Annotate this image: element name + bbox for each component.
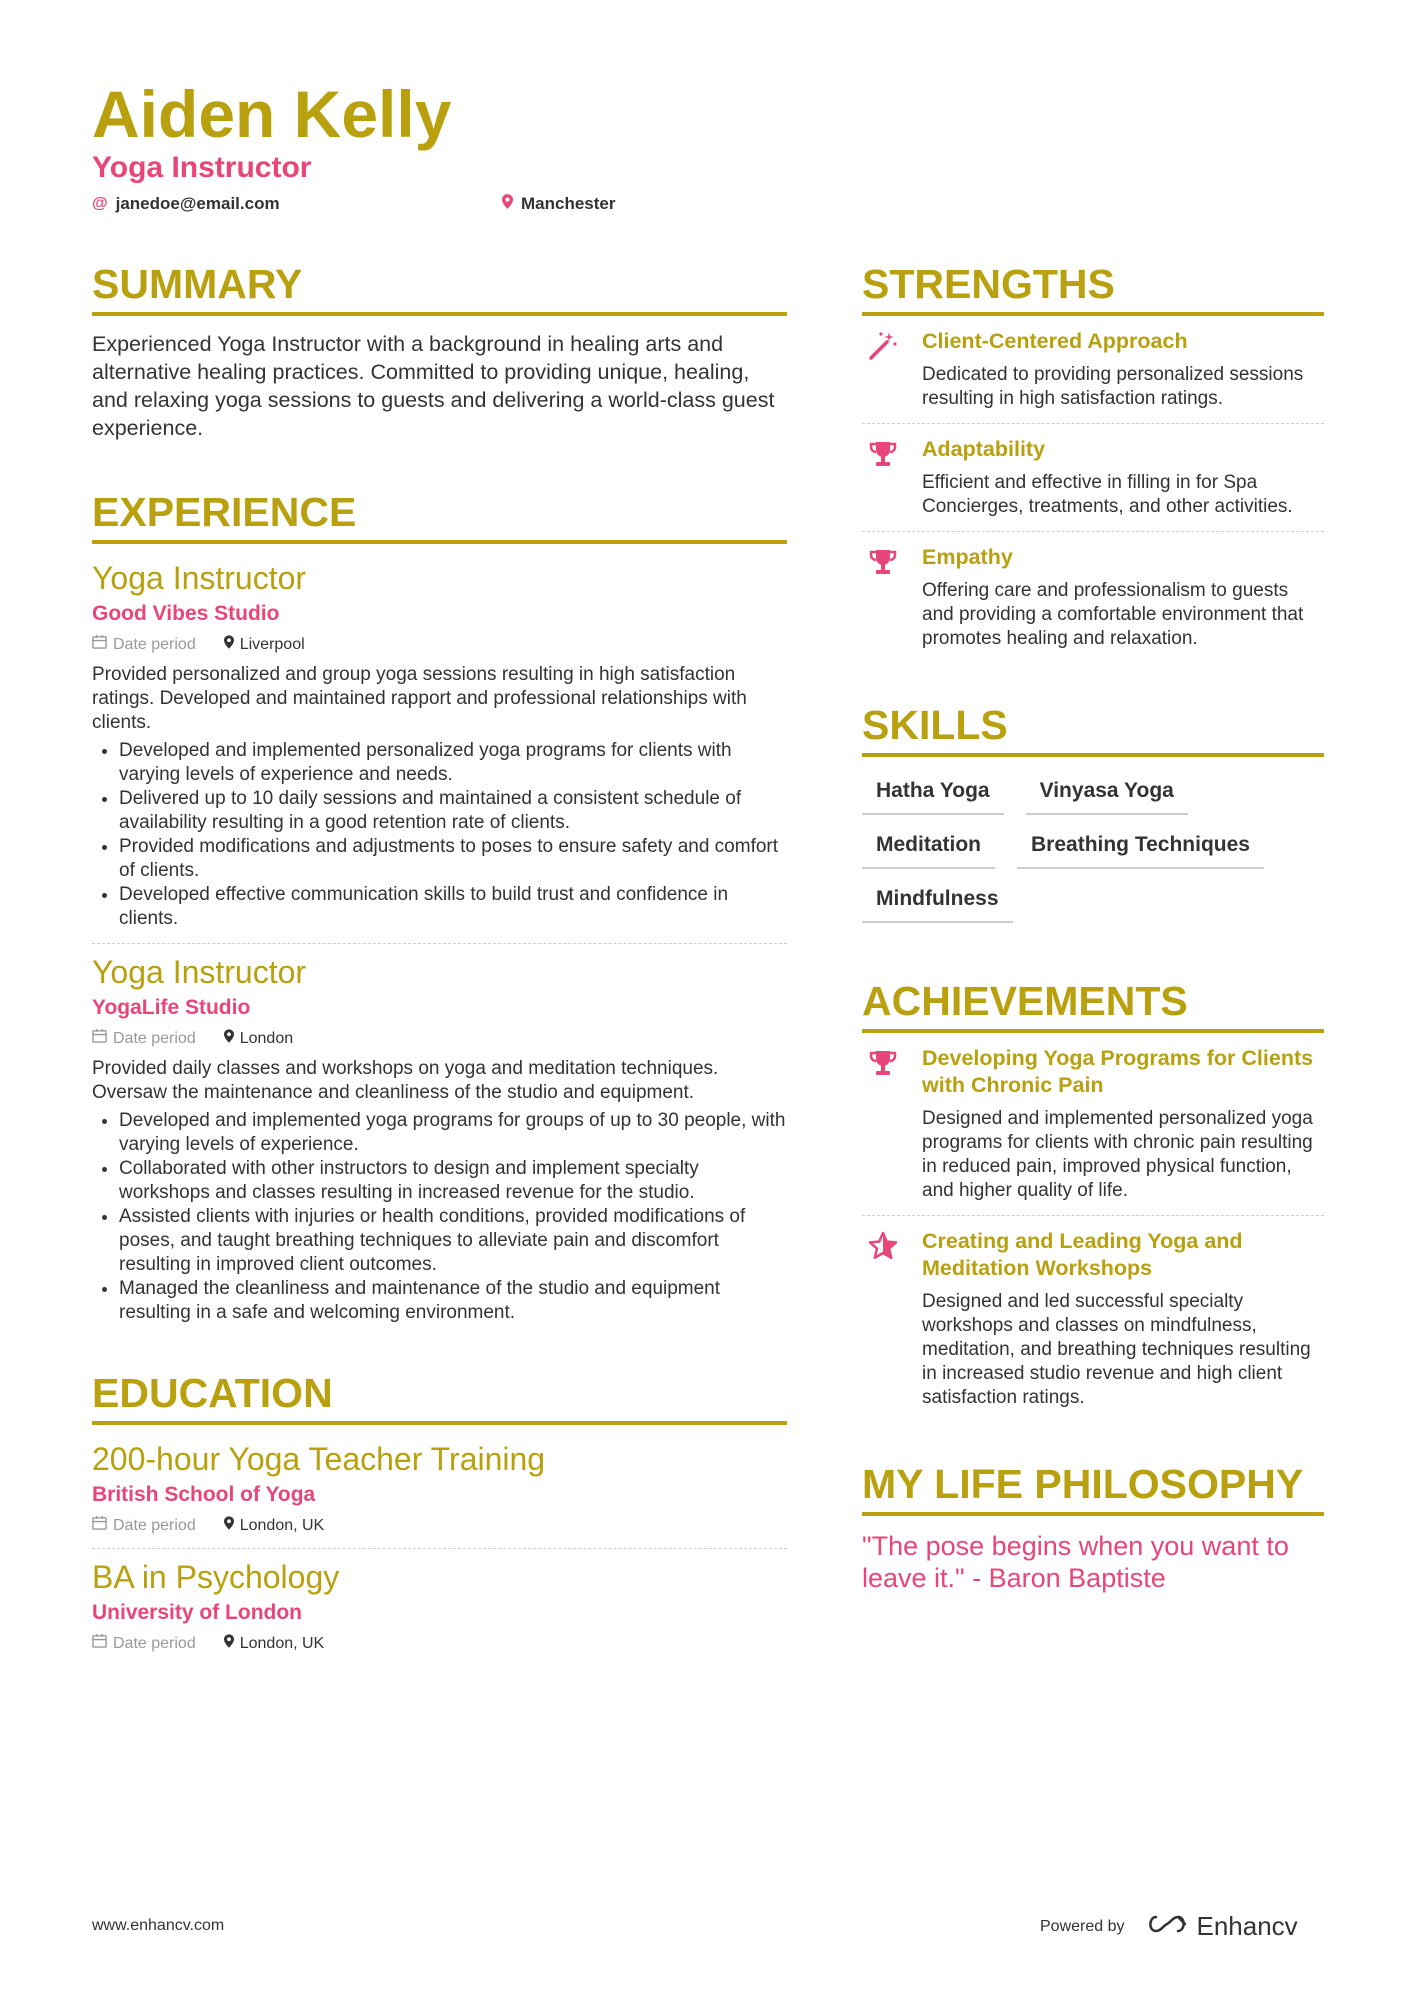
skill-tag: Meditation bbox=[862, 825, 995, 869]
school-name: University of London bbox=[92, 1601, 302, 1624]
powered-by-label: Powered by bbox=[1040, 1917, 1125, 1935]
bullet-item: • Delivered up to 10 daily sessions and maintained a consistent schedule of availability resulting in a good retention rate of clients. bbox=[119, 787, 787, 835]
skill-tag: Breathing Techniques bbox=[1017, 825, 1264, 869]
infinity-icon bbox=[1145, 1911, 1189, 1942]
email-text: janedoe@email.com bbox=[115, 194, 280, 213]
strengths-section bbox=[862, 258, 1324, 663]
skills-section bbox=[862, 699, 1324, 923]
achievement-description: Designed and led successful specialty workshops and classes on mindfulness, meditation, and breathing techniques resulting in increased studio revenue and high client satisfaction ratings. bbox=[922, 1291, 1311, 1408]
strength-title: Adaptability bbox=[922, 437, 1046, 461]
candidate-name: Aiden Kelly bbox=[92, 77, 452, 151]
company-name: Good Vibes Studio bbox=[92, 602, 280, 625]
achievement-item bbox=[862, 1216, 1324, 1422]
calendar-icon bbox=[92, 634, 107, 655]
candidate-role: Yoga Instructor bbox=[92, 151, 312, 184]
education-heading: EDUCATION bbox=[92, 1367, 787, 1425]
footer-branding bbox=[1040, 1911, 1298, 1942]
education-location: London, UK bbox=[239, 1516, 325, 1534]
job-title: Yoga Instructor bbox=[92, 954, 307, 990]
education-item bbox=[92, 1439, 787, 1536]
achievements-section bbox=[862, 975, 1324, 1422]
map-pin-icon bbox=[224, 1634, 234, 1654]
calendar-icon bbox=[92, 1028, 107, 1049]
calendar-icon bbox=[92, 1633, 107, 1654]
map-pin-icon bbox=[224, 1516, 234, 1536]
contact-location bbox=[502, 194, 615, 214]
education-date: Date period bbox=[113, 1634, 196, 1652]
skills-list bbox=[862, 771, 1324, 923]
skill-tag: Vinyasa Yoga bbox=[1026, 771, 1188, 815]
skill-tag: Hatha Yoga bbox=[862, 771, 1004, 815]
strength-body bbox=[922, 544, 1324, 651]
achievement-description: Designed and implemented personalized yoga programs for clients with chronic pain resulting in reduced pain, improved physical function, and higher quality of life. bbox=[922, 1108, 1313, 1201]
job-title: Yoga Instructor bbox=[92, 560, 307, 596]
job-location: London bbox=[239, 1029, 294, 1047]
bullet-item: • Provided modifications and adjustments to poses to ensure safety and comfort of clients. bbox=[119, 835, 787, 883]
achievement-title: Developing Yoga Programs for Clients with Chronic Pain bbox=[922, 1046, 1314, 1097]
bullet-item: • Developed and implemented yoga programs for groups of up to 30 people, with varying levels of experience. bbox=[119, 1109, 787, 1157]
brand-name: Enhancv bbox=[1196, 1911, 1298, 1941]
skill-tag: Mindfulness bbox=[862, 879, 1013, 923]
magic-wand-icon bbox=[862, 328, 904, 411]
job-date: Date period bbox=[113, 1029, 196, 1047]
education-meta bbox=[92, 1515, 787, 1536]
divider bbox=[92, 1548, 787, 1549]
bullet-item: • Developed and implemented personalized yoga programs for clients with varying levels of experience and needs. bbox=[119, 739, 787, 787]
education-section bbox=[92, 1367, 787, 1654]
star-icon bbox=[862, 1228, 904, 1410]
strength-title: Empathy bbox=[922, 545, 1013, 569]
company-name: YogaLife Studio bbox=[92, 996, 251, 1019]
experience-heading: EXPERIENCE bbox=[92, 486, 787, 544]
right-column bbox=[862, 258, 1324, 1594]
strength-body bbox=[922, 436, 1324, 519]
education-item bbox=[92, 1557, 787, 1654]
job-meta bbox=[92, 1028, 787, 1049]
achievement-item bbox=[862, 1033, 1324, 1215]
summary-text: Experienced Yoga Instructor with a background in healing arts and alternative healing practices. Committed to providing unique, healing, and relaxing yoga sessions to guests and delivering a world-class guest experience. bbox=[92, 332, 775, 440]
experience-section bbox=[92, 486, 787, 1325]
bullet-item: • Managed the cleanliness and maintenance of the studio and equipment resulting in a safe and welcoming environment. bbox=[119, 1277, 787, 1325]
job-bullets bbox=[92, 1109, 787, 1325]
footer-website[interactable]: www.enhancv.com bbox=[92, 1917, 225, 1934]
strength-description: Offering care and professionalism to guests and providing a comfortable environment that promotes healing and relaxation. bbox=[922, 580, 1304, 649]
at-icon: @ bbox=[92, 195, 108, 212]
left-column bbox=[92, 258, 787, 1654]
experience-item bbox=[92, 952, 787, 1325]
summary-section bbox=[92, 258, 787, 442]
strength-description: Dedicated to providing personalized sessions resulting in high satisfaction ratings. bbox=[922, 364, 1304, 409]
job-description: Provided daily classes and workshops on yoga and meditation techniques. Oversaw the maintenance and cleanliness of the studio and equipment. bbox=[92, 1058, 719, 1103]
contact-email bbox=[92, 194, 280, 214]
job-date: Date period bbox=[113, 635, 196, 653]
strength-body bbox=[922, 328, 1324, 411]
degree-title: 200-hour Yoga Teacher Training bbox=[92, 1441, 546, 1477]
enhancv-logo[interactable] bbox=[1145, 1911, 1298, 1942]
bullet-item: • Collaborated with other instructors to design and implement specialty workshops and classes resulting in increased revenue for the studio. bbox=[119, 1157, 787, 1205]
education-date: Date period bbox=[113, 1516, 196, 1534]
strength-item bbox=[862, 532, 1324, 663]
philosophy-heading: MY LIFE PHILOSOPHY bbox=[862, 1458, 1324, 1516]
summary-heading: SUMMARY bbox=[92, 258, 787, 316]
school-name: British School of Yoga bbox=[92, 1483, 316, 1506]
achievement-title: Creating and Leading Yoga and Meditation Workshops bbox=[922, 1229, 1243, 1280]
trophy-icon bbox=[862, 544, 904, 651]
bullet-item: • Developed effective communication skills to build trust and confidence in clients. bbox=[119, 883, 787, 931]
achievement-body bbox=[922, 1045, 1324, 1203]
map-pin-icon bbox=[224, 635, 234, 655]
job-meta bbox=[92, 634, 787, 655]
bullet-item: • Assisted clients with injuries or health conditions, provided modifications of poses, and taught breathing techniques to alleviate pain and discomfort resulting in improved client outcomes. bbox=[119, 1205, 787, 1277]
achievements-heading: ACHIEVEMENTS bbox=[862, 975, 1324, 1033]
job-location: Liverpool bbox=[239, 635, 305, 653]
degree-title: BA in Psychology bbox=[92, 1559, 340, 1595]
job-description: Provided personalized and group yoga sessions resulting in high satisfaction ratings. Developed and maintained rapport and professional relationships with clients. bbox=[92, 664, 747, 733]
experience-item bbox=[92, 558, 787, 931]
calendar-icon bbox=[92, 1515, 107, 1536]
map-pin-icon bbox=[224, 1029, 234, 1049]
education-meta bbox=[92, 1633, 787, 1654]
map-pin-icon bbox=[502, 194, 513, 214]
achievement-body bbox=[922, 1228, 1324, 1410]
job-bullets bbox=[92, 739, 787, 931]
education-location: London, UK bbox=[239, 1634, 325, 1652]
location-text: Manchester bbox=[521, 194, 616, 213]
strength-title: Client-Centered Approach bbox=[922, 329, 1188, 353]
philosophy-section bbox=[862, 1458, 1324, 1594]
divider bbox=[92, 943, 787, 944]
strength-description: Efficient and effective in filling in for Spa Concierges, treatments, and other activities. bbox=[922, 472, 1293, 517]
skills-heading: SKILLS bbox=[862, 699, 1324, 757]
strengths-heading: STRENGTHS bbox=[862, 258, 1324, 316]
strength-item bbox=[862, 424, 1324, 531]
trophy-icon bbox=[862, 1045, 904, 1203]
strength-item bbox=[862, 316, 1324, 423]
trophy-icon bbox=[862, 436, 904, 519]
philosophy-quote: "The pose begins when you want to leave it." - Baron Baptiste bbox=[862, 1531, 1289, 1593]
